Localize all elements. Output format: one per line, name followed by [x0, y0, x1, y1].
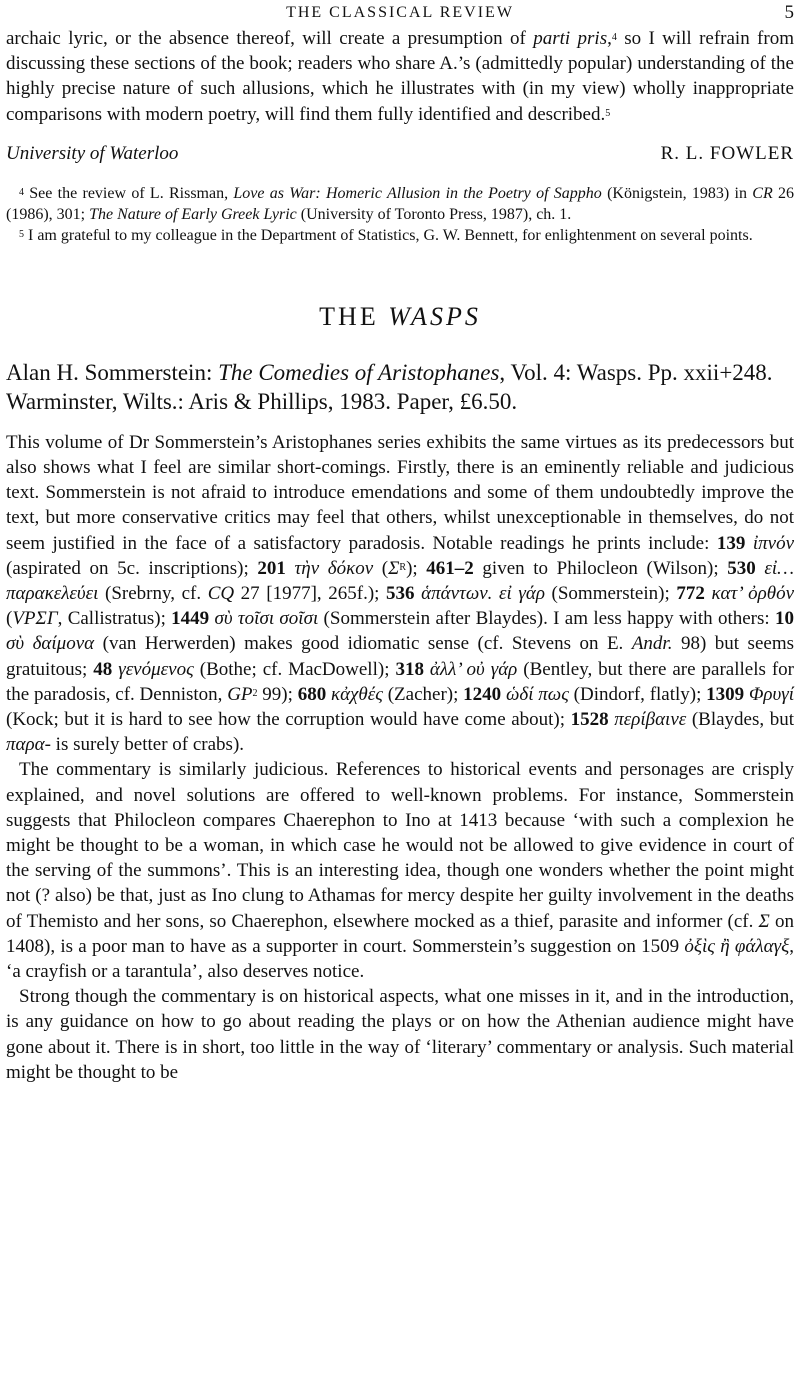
paragraph-1: This volume of Dr Sommerstein’s Aristophanes series exhibits the same virtues as its predecessors but also shows what I feel are similar short-comings. Firstly, there is an eminently reliable and judicious text. Sommerstein is not afraid to introduce emendations and some of them undoubtedly improve the text, but more conservative critics may feel that others, whilst unexceptionable in themselves, do not seem justified in the face of a satisfactory paradosis. Notable readings he prints include: 139 ἰπνόν (aspirated on 5c. inscriptions); 201 τὴν δόκον $(\Sigma^R)$; 461–2 given to Philocleon (Wilson); 530 εἰ…παρακελεύει (Srebrny, cf. CQ 27 [1977], 265f.); 536 ἁπάντων. εἰ γάρ (Sommerstein); 772 κατ’ ὀρθόν (VPΣΓ, Callistratus); 1449 σὺ τοῖσι σοῖσι (Sommerstein after Blaydes). I am less happy with others: 10 σὺ δαίμονα (van Herwerden) makes good idiomatic sense (cf. Stevens on E. Andr. 98) but seems gratuitous; 48 γενόμενος (Bothe; cf. MacDowell); 318 ἀλλ’ οὐ γάρ (Bentley, but there are parallels for the paradosis, cf. Denniston, $GP^2$ 99); 680 κἀχθές (Zacher); 1240 ὡδί πως (Dindorf, flatly); 1309 Φρυγί (Kock; but it is hard to see how the corruption would have come about); 1528 περίβαινε (Blaydes, but παρα- is surely better of crabs). — [6, 431, 795, 756]
paragraph-2: The commentary is similarly judicious. References to historical events and personages are crisply explained, and novel solutions are offered to well-known problems. For instance, Sommerstein suggests that Philocleon compares Chaerephon to Ino at 1413 because ‘with such a complexion he might be thought to be a woman, in which case he would not be allowed to give evidence in court of the serving of the summons’. This is an interesting idea, though one wonders whether the point might not (? also) be that, just as Ino clung to Athamas for mercy despite her guilty involvement in the deaths of Themisto and her sons, so Chaerephon, elsewhere mocked as a thief, parasite and informer (cf. Σ on 1408), is a poor man to have as a supporter in court. Sommerstein’s suggestion on 1509 ὀξὶς ἢ φάλαγξ, ‘a crayfish or a tarantula’, also deserves notice. — [6, 759, 794, 983]
reviewer-name: R. L. FOWLER — [660, 142, 794, 164]
reviewer-affiliation: University of Waterloo — [6, 142, 179, 164]
page — [6, 0, 794, 1085]
book-title: The Comedies of Aristophanes — [218, 359, 500, 385]
book-details: , Vol. 4: Wasps. Pp. xxii+248. Warminster, Wilts.: Aris & Phillips, 1983. Paper, £6.50. — [6, 359, 773, 414]
book-citation: Alan H. Sommerstein: The Comedies of Aristophanes, Vol. 4: Wasps. Pp. xxii+248. Warminster, Wilts.: Aris & Phillips, 1983. Paper, £6.50. — [6, 359, 773, 414]
book-author: Alan H. Sommerstein — [6, 359, 206, 385]
reviewer-signature — [6, 143, 794, 169]
footnote-5: $^5$ I am grateful to my colleague in the Department of Statistics, G. W. Bennett, for enlightenment on several points. — [19, 226, 753, 244]
footnote-4: $^4$ See the review of L. Rissman, Love as War: Homeric Allusion in the Poetry of Sappho (Königstein, 1983) in CR 26 (1986), 301; The Nature of Early Greek Lyric (University of Toronto Press, 1987), ch. 1. — [6, 184, 795, 223]
journal-title: THE CLASSICAL REVIEW — [286, 4, 514, 21]
running-head — [6, 0, 794, 26]
review-closing-paragraph: archaic lyric, or the absence thereof, will create a presumption of parti pris,$^4$ so I will refrain from discussing these sections of the book; readers who share A.’s (admittedly popular) understanding of the highly precise nature of such allusions, which he illustrates with (in my view) wholly inappropriate comparisons with modern poetry, will find them fully identified and described.$^5$ — [6, 28, 794, 125]
paragraph-3: Strong though the commentary is on historical aspects, what one misses in it, and in the introduction, is any guidance on how to go about reading the plays or on how the Athenian audience might have gone about it. There is in short, too little in the way of ‘literary’ commentary or analysis. Such material might be thought to be — [6, 986, 794, 1083]
section-title: THE WASPS — [319, 301, 481, 331]
page-number: 5 — [784, 2, 794, 23]
footnotes — [6, 183, 794, 246]
